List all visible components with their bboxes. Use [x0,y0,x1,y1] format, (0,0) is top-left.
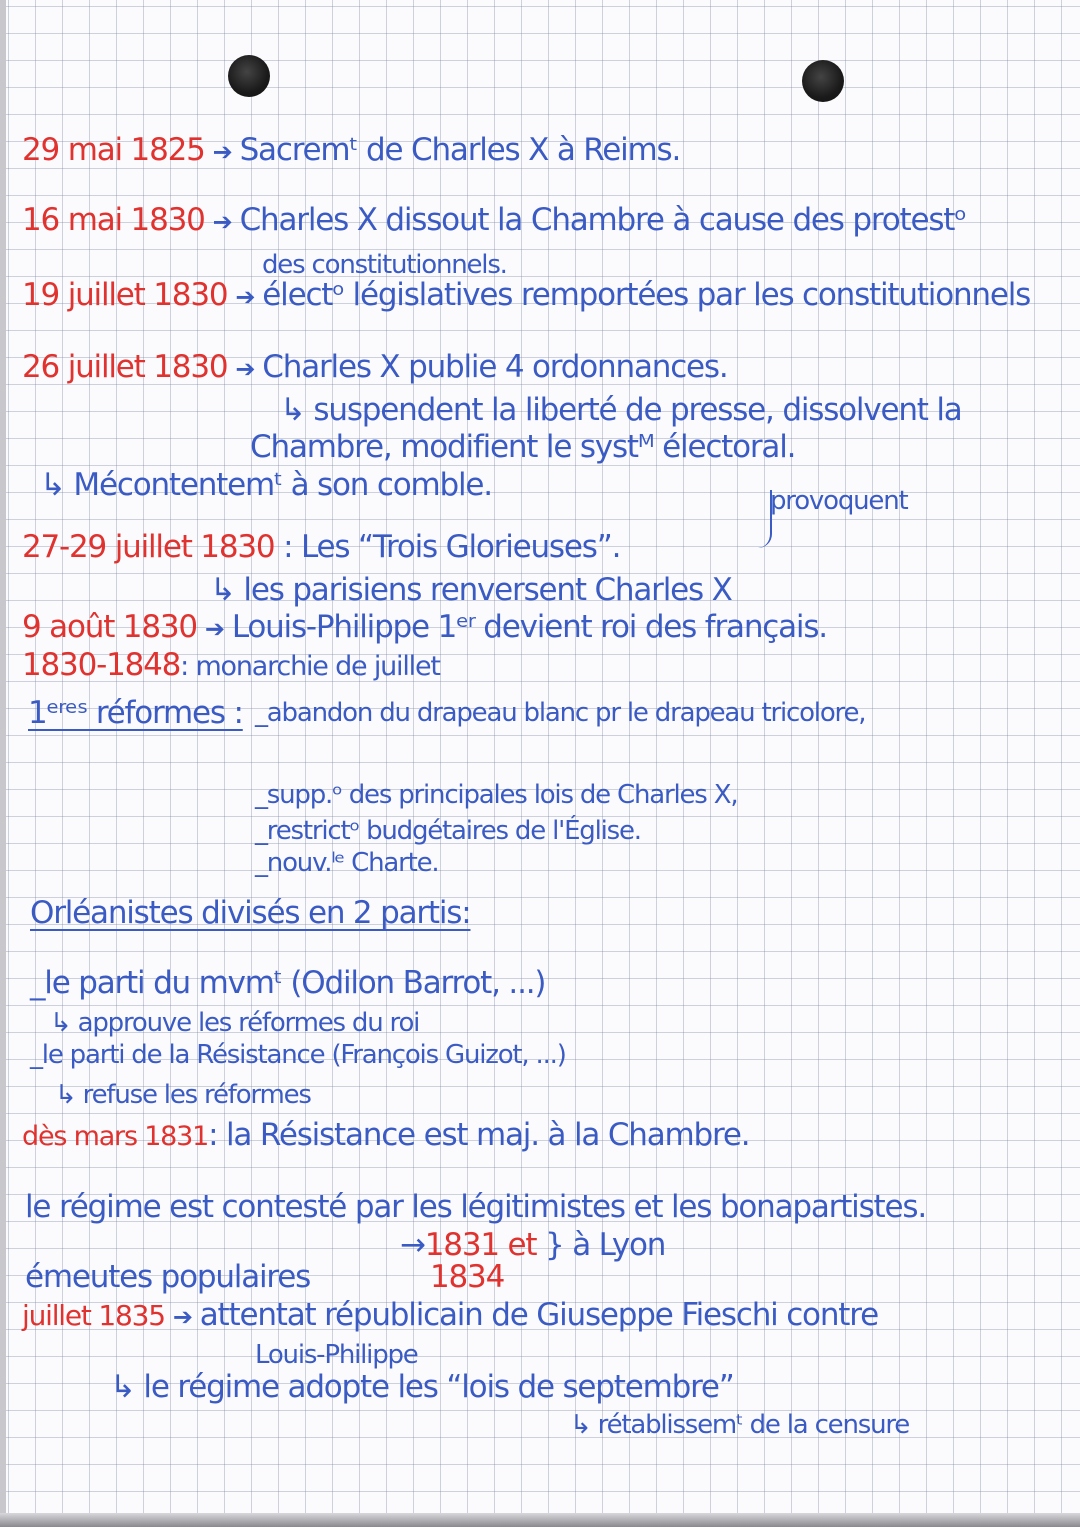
event-sub: ↳ le régime adopte les “lois de septembre” [110,1369,734,1405]
event-text-cont: des constitutionnels. [262,250,507,280]
arrow-icon: ➔ [212,208,232,236]
year: 1834 [430,1259,505,1295]
timeline-entry [22,349,728,385]
event-sub: ↳ les parisiens renversent Charles X [210,572,732,608]
timeline-entry [22,1117,750,1153]
list-item: _nouv.ˡᵉ Charte. [255,848,439,878]
arrow-icon: ➔ [172,1303,192,1331]
punch-hole [802,60,844,102]
timeline-entry [22,277,1031,313]
event-text: Charles X dissout la Chambre à cause des protestᵒ [239,202,966,238]
list-item: _supp.ᵒ des principales lois de Charles X, [255,780,738,810]
arrow-icon: ➔ [235,283,255,311]
date: 27-29 juillet 1830 [22,529,275,565]
paragraph: le régime est contesté par les légitimistes et les bonapartistes. [25,1189,926,1225]
conjunction: et [507,1227,537,1263]
event-sub: ↳ rétablissemᵗ de la censure [570,1410,910,1440]
event-sub: Chambre, modifient le systᴹ électoral. [250,429,796,465]
riots-label: émeutes populaires [25,1259,311,1295]
year: 1831 [424,1227,499,1263]
timeline-entry [22,202,966,238]
event-text: : Les “Trois Glorieuses”. [283,529,621,565]
timeline-entry [22,529,621,565]
arrow-icon: ➔ [212,138,232,166]
paper-edge [0,0,6,1527]
location: } à Lyon [545,1227,666,1263]
list-item: _abandon du drapeau blanc pr le drapeau tricolore, [255,698,866,728]
event-text: Sacremᵗ de Charles X à Reims. [239,132,681,168]
date: dès mars 1831 [22,1121,209,1152]
date: 1830-1848 [22,647,181,683]
timeline-entry [22,647,440,683]
annotation: provoquent [770,486,908,516]
event-text: attentat républicain de Giuseppe Fieschi contre [199,1297,878,1333]
date: 26 juillet 1830 [22,349,228,385]
event-text: : la Résistance est maj. à la Chambre. [208,1117,750,1153]
event-sub: ↳ suspendent la liberté de presse, dissolvent la [280,392,962,428]
riot-years [400,1227,666,1263]
punch-hole [228,55,270,97]
date: 16 mai 1830 [22,202,205,238]
bracket-arrow [752,490,772,548]
list-item: _le parti du mvmᵗ (Odilon Barrot, ...) [30,965,546,1001]
section-title: Orléanistes divisés en 2 partis: [30,895,471,931]
event-text-cont: Louis-Philippe [255,1340,418,1370]
section-title: 1ᵉʳᵉˢ réformes : [28,695,243,731]
timeline-entry [22,1297,878,1333]
arrow-icon: ➔ [204,615,224,643]
event-text: Charles X publie 4 ordonnances. [262,349,728,385]
event-text: électᵒ législatives remportées par les constitutionnels [262,277,1031,313]
arrow-icon: → [400,1227,425,1263]
date: 19 juillet 1830 [22,277,228,313]
list-sub: ↳ refuse les réformes [55,1080,311,1110]
date: 9 août 1830 [22,609,197,645]
timeline-entry [22,609,827,645]
event-text: : monarchie de juillet [180,651,440,682]
arrow-icon: ➔ [235,355,255,383]
consequence: ↳ Mécontentemᵗ à son comble. [40,467,492,503]
date: juillet 1835 [22,1299,165,1332]
event-text: Louis-Philippe 1ᵉʳ devient roi des français. [231,609,827,645]
timeline-entry [22,132,681,168]
list-item: _restrictᵒ budgétaires de l'Église. [255,816,641,846]
paper-edge-bottom [0,1513,1080,1527]
date: 29 mai 1825 [22,132,205,168]
list-sub: ↳ approuve les réformes du roi [50,1008,420,1038]
list-item: _le parti de la Résistance (François Guizot, ...) [30,1040,566,1070]
